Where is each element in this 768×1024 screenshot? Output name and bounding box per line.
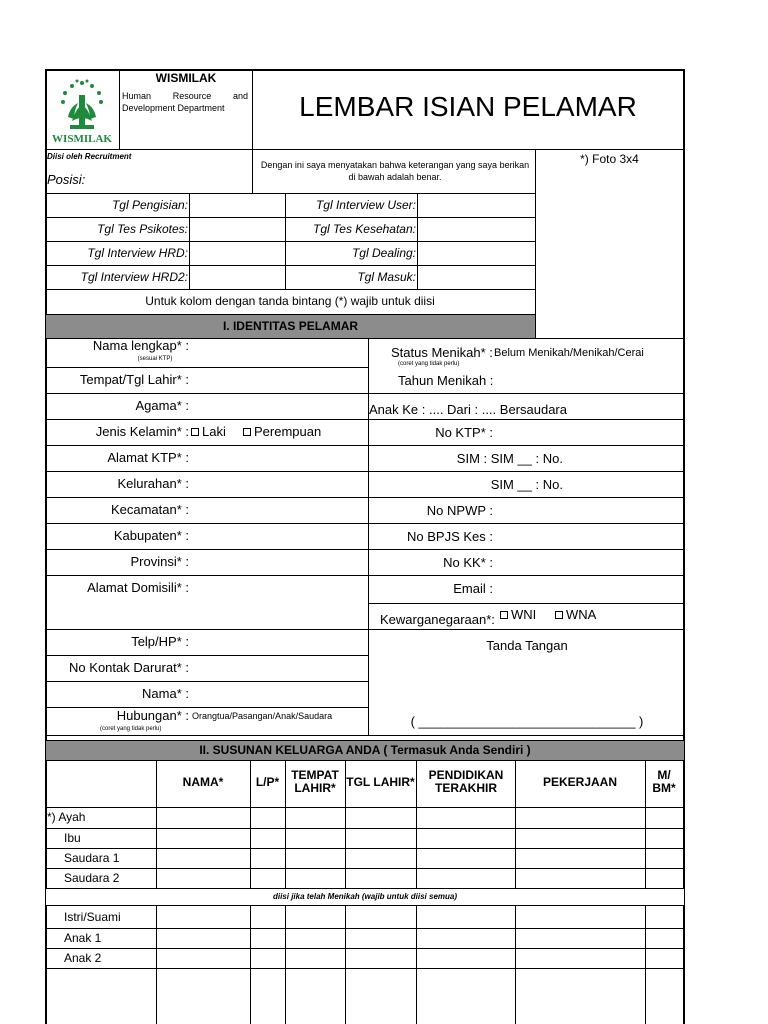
checkbox-perempuan[interactable]	[243, 428, 251, 436]
npwp-label: No NPWP :	[426, 503, 493, 518]
logo-emblem-icon	[50, 77, 114, 133]
page-title: LEMBAR ISIAN PELAMAR	[299, 91, 637, 122]
ttl-label: Tempat/Tgl Lahir* :	[79, 372, 189, 387]
frame-right	[683, 69, 685, 1024]
company-logo	[50, 77, 114, 145]
table-row-label: Saudara 1	[64, 851, 120, 865]
date-label: Tgl Tes Psikotes:	[97, 222, 188, 236]
no-kk-label: No KK* :	[443, 555, 493, 570]
checkbox-laki[interactable]	[191, 428, 199, 436]
married-note: diisi jika telah Menikah (wajib untuk diisi semua)	[272, 892, 458, 901]
nama-note: (sesuai KTP)	[137, 356, 173, 362]
col-header-status: M/ BM*	[652, 768, 676, 795]
anak-ke-label: Anak Ke : .... Dari : .... Bersaudara	[369, 402, 567, 417]
nama-lengkap-label: Nama lengkap* :	[92, 338, 189, 353]
kabupaten-label: Kabupaten* :	[113, 528, 189, 543]
col-header-tempat-lahir: TEMPAT LAHIR*	[291, 768, 339, 795]
table-row-label: Istri/Suami	[64, 910, 121, 924]
hubungan-label: Hubungan* :	[116, 708, 189, 723]
alamat-domisili-label: Alamat Domisili* :	[87, 580, 189, 595]
kecamatan-label: Kecamatan* :	[110, 502, 189, 517]
sim-label: SIM : SIM __ : No.	[456, 451, 563, 466]
provinsi-label: Provinsi* :	[130, 554, 189, 569]
kewarganegaraan-label: Kewarganegaraan*:	[380, 612, 495, 627]
telp-label: Telp/HP* :	[131, 634, 189, 649]
checkbox-wna[interactable]	[555, 611, 563, 619]
alamat-ktp-label: Alamat KTP* :	[107, 450, 189, 465]
col-header-tgl-lahir: TGL LAHIR*	[346, 775, 415, 789]
jenis-kelamin-label: Jenis Kelamin* :	[95, 424, 189, 439]
date-label: Tgl Interview HRD2:	[80, 270, 188, 284]
nama-darurat-label: Nama* :	[142, 686, 189, 701]
table-row-label: *) Ayah	[47, 810, 86, 824]
section1-title: I. IDENTITAS PELAMAR	[222, 319, 359, 333]
date-label: Tgl Tes Kesehatan:	[313, 222, 416, 236]
sim2-label: SIM __ : No.	[490, 477, 563, 492]
tanda-tangan-label: Tanda Tangan	[486, 638, 568, 653]
bpjs-label: No BPJS Kes :	[407, 529, 493, 544]
date-label: Tgl Interview HRD:	[87, 246, 188, 260]
table-row-label: Ibu	[64, 831, 81, 845]
wni-label: WNI	[511, 607, 537, 622]
status-menikah-label: Status Menikah* :	[391, 345, 493, 360]
wna-label: WNA	[566, 607, 597, 622]
hubungan-note: (coret yang tidak perlu)	[100, 726, 162, 732]
email-label: Email :	[453, 581, 493, 596]
perempuan-label: Perempuan	[254, 424, 322, 439]
filled-by-label: Diisi oleh Recruitment	[47, 152, 132, 161]
company-name: WISMILAK	[155, 71, 217, 85]
laki-label: Laki	[202, 424, 226, 439]
required-note: Untuk kolom dengan tanda bintang (*) wajib untuk diisi	[145, 294, 435, 308]
photo-label: *) Foto 3x4	[580, 152, 639, 166]
date-label: Tgl Masuk:	[357, 270, 416, 284]
hubungan-options: Orangtua/Pasangan/Anak/Saudara	[192, 711, 333, 721]
status-options: Belum Menikah/Menikah/Cerai	[494, 347, 644, 359]
col-header-pekerjaan: PEKERJAAN	[542, 775, 617, 789]
frame-top	[45, 69, 685, 71]
col-header-lp: L/P*	[255, 775, 280, 789]
logo-text: WISMILAK	[52, 133, 112, 145]
no-ktp-label: No KTP* :	[435, 425, 493, 440]
date-label: Tgl Dealing:	[351, 246, 416, 260]
signature-line[interactable]: ( ______________________________ )	[410, 714, 644, 729]
kelurahan-label: Kelurahan* :	[117, 476, 189, 491]
tahun-menikah-label: Tahun Menikah :	[398, 373, 494, 388]
posisi-label: Posisi:	[47, 172, 86, 187]
date-label: Tgl Interview User:	[315, 198, 416, 212]
department-name: Human Resource and Development Department	[122, 91, 248, 113]
table-row-label: Anak 2	[64, 951, 102, 965]
checkbox-wni[interactable]	[500, 611, 508, 619]
date-label: Tgl Pengisian:	[111, 198, 188, 212]
statement-text: Dengan ini saya menyatakan bahwa keterangan yang saya berikan di bawah adalah benar.	[260, 160, 530, 182]
col-header-nama: NAMA*	[182, 775, 224, 789]
status-note: (coret yang tidak perlu)	[398, 361, 460, 367]
agama-label: Agama* :	[135, 398, 189, 413]
frame-left	[45, 69, 47, 1024]
col-header-pendidikan: PENDIDIKAN TERAKHIR	[428, 768, 504, 795]
application-form	[45, 69, 685, 1024]
kontak-darurat-label: No Kontak Darurat* :	[69, 660, 189, 675]
table-row-label: Anak 1	[64, 931, 102, 945]
table-row-label: Saudara 2	[64, 871, 120, 885]
section2-title: II. SUSUNAN KELUARGA ANDA ( Termasuk Anda Sendiri )	[199, 743, 531, 757]
